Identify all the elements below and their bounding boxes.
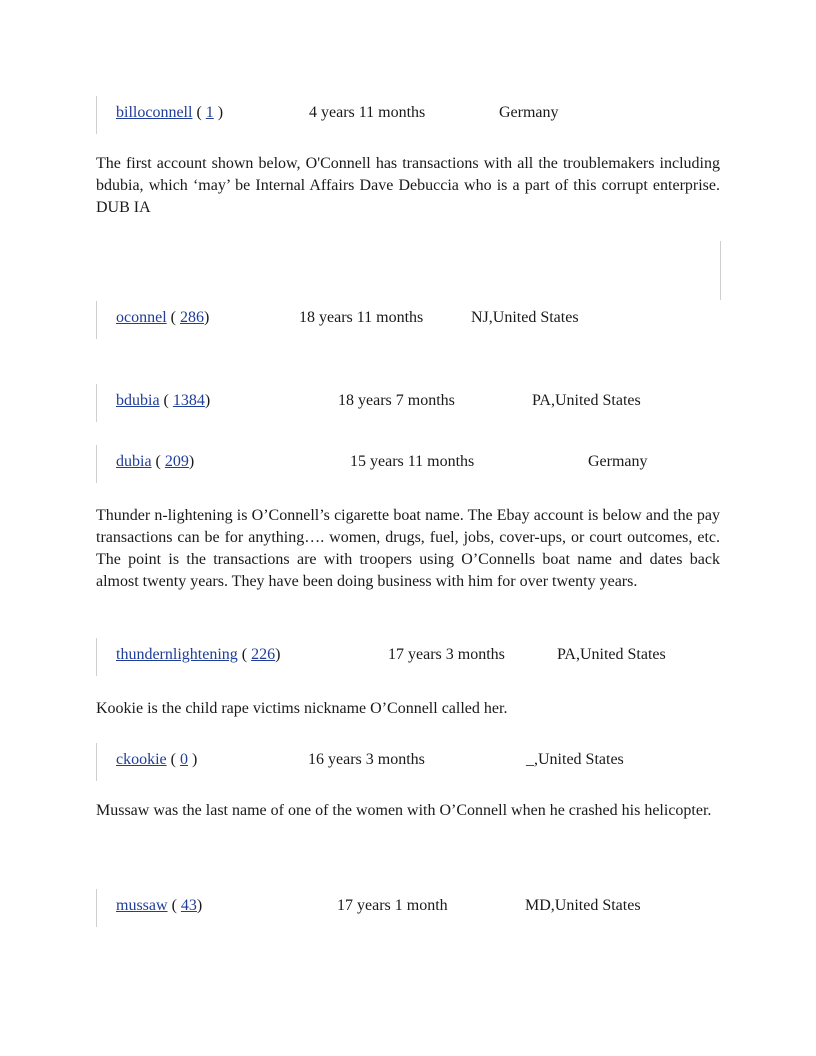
paren-open: ( <box>151 453 165 470</box>
member-location: PA,United States <box>532 392 641 409</box>
paren-open: ( <box>237 646 252 663</box>
account-username-group <box>116 743 197 777</box>
paren-close: ) <box>188 453 195 470</box>
paren-open: ( <box>192 104 206 121</box>
account-username-link[interactable]: dubia <box>116 453 152 470</box>
member-location: PA,United States <box>557 646 666 663</box>
account-username-link[interactable]: bdubia <box>116 392 160 409</box>
member-age: 18 years 11 months <box>299 309 424 326</box>
member-age: 17 years 3 months <box>388 646 505 663</box>
paren-open: ( <box>166 309 180 326</box>
paren-close: ) <box>213 104 224 121</box>
member-age: 17 years 1 month <box>337 897 448 914</box>
paragraph-mussaw: Mussaw was the last name of one of the women with O’Connell when he crashed his helicopter. <box>96 802 712 819</box>
paren-close: ) <box>187 751 198 768</box>
member-age: 18 years 7 months <box>338 392 455 409</box>
paren-close: ) <box>275 646 281 663</box>
paren-close: ) <box>204 392 211 409</box>
member-location: NJ,United States <box>471 309 579 326</box>
member-age: 15 years 11 months <box>350 453 475 470</box>
account-username-group <box>116 638 280 672</box>
feedback-count-link[interactable]: 226 <box>251 646 276 663</box>
paragraph-thunder: Thunder n-lightening is O’Connell’s cigarette boat name. The Ebay account is below and the pay transactions can be for anything…. women, drugs, fuel, jobs, cover-ups, or court outcomes, etc. The point is the transactions are with troopers using O’Connells boat name and dates back almost twenty years. They have been doing business with him for over twenty years. <box>96 507 720 590</box>
feedback-count-link[interactable]: 286 <box>179 309 204 326</box>
account-username-group <box>116 889 202 923</box>
account-record <box>96 889 641 927</box>
feedback-count-link[interactable]: 1 <box>205 104 214 121</box>
account-username-link[interactable]: billoconnell <box>116 104 193 121</box>
account-username-link[interactable]: thundernlightening <box>116 646 238 663</box>
paren-close: ) <box>203 309 210 326</box>
account-record <box>96 445 648 483</box>
paren-open: ( <box>166 751 180 768</box>
member-age: 4 years 11 months <box>309 104 426 121</box>
account-username-group <box>116 96 223 130</box>
paren-open: ( <box>159 392 173 409</box>
paragraph-kookie: Kookie is the child rape victims nickname O’Connell called her. <box>96 700 508 717</box>
paren-open: ( <box>167 897 181 914</box>
divider-line <box>720 241 721 300</box>
paren-close: ) <box>196 897 203 914</box>
feedback-count-link[interactable]: 209 <box>164 453 189 470</box>
feedback-count-link[interactable]: 1384 <box>172 392 205 409</box>
feedback-count-link[interactable]: 43 <box>180 897 197 914</box>
account-username-group <box>116 445 194 479</box>
member-location: Germany <box>499 104 559 121</box>
paragraph-first-account: The first account shown below, O'Connell has transactions with all the troublemakers including bdubia, which ‘may’ be Internal Affairs Dave Debuccia who is a part of this corrupt enterprise. DUB IA <box>96 155 720 216</box>
account-record <box>96 96 559 134</box>
account-record <box>96 638 666 676</box>
feedback-count-link[interactable]: 0 <box>179 751 188 768</box>
member-location: Germany <box>588 453 648 470</box>
account-username-group <box>116 384 210 418</box>
account-record <box>96 384 641 422</box>
account-record <box>96 301 579 339</box>
account-username-link[interactable]: mussaw <box>116 897 168 914</box>
account-record <box>96 743 624 781</box>
member-age: 16 years 3 months <box>308 751 425 768</box>
account-username-link[interactable]: oconnel <box>116 309 167 326</box>
member-location: MD,United States <box>525 897 641 914</box>
account-username-link[interactable]: ckookie <box>116 751 167 768</box>
account-username-group <box>116 301 209 335</box>
member-location: _,United States <box>526 751 624 768</box>
